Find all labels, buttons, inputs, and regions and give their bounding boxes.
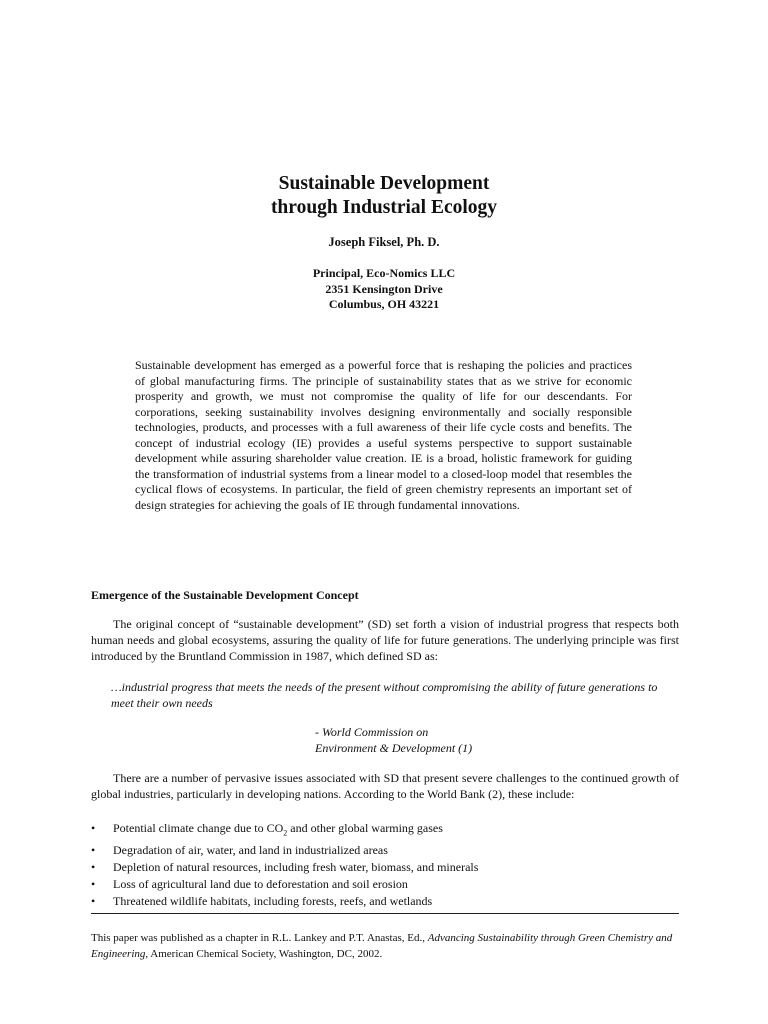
list-item xyxy=(91,842,681,859)
list-item-text: Degradation of air, water, and land in industrialized areas xyxy=(113,842,388,857)
affiliation-line-2: 2351 Kensington Drive xyxy=(325,281,443,296)
bullet-icon: • xyxy=(91,842,96,857)
attribution-line-2: Environment & Development (1) xyxy=(315,741,473,755)
list-item-text: Loss of agricultural land due to deforestation and soil erosion xyxy=(113,877,408,891)
title-line-2: through Industrial Ecology xyxy=(270,197,498,218)
block-quote: …industrial progress that meets the needs of the present without compromising the ability of future generations to meet their own needs xyxy=(111,680,658,710)
body-paragraph-1 xyxy=(91,616,679,664)
subscript-2: 2 xyxy=(283,828,288,838)
attribution-line-1: - World Commission on xyxy=(315,725,429,739)
footnote-prefix: This paper was published as a chapter in R.L. Lankey and P.T. Anastas, Ed., xyxy=(91,932,428,944)
affiliation-line-3: Columbus, OH 43221 xyxy=(328,297,440,311)
footnote-book-title: Advancing Sustainability through Green Chemistry and Engineering xyxy=(91,932,673,960)
bullet-icon: • xyxy=(91,821,96,835)
footnote-divider xyxy=(91,913,679,914)
issue-list xyxy=(91,820,681,910)
bullet-icon: • xyxy=(91,859,96,874)
author-name: Joseph Fiksel, Ph. D. xyxy=(328,235,440,249)
list-item xyxy=(91,876,681,893)
bullet-icon: • xyxy=(91,877,96,891)
paragraph-2-text: There are a number of pervasive issues associated with SD that present severe challenges to the continued growth of global industries, particularly in developing nations. According to the World Bank (2), these include: xyxy=(91,771,679,801)
title-line-1: Sustainable Development xyxy=(278,173,490,194)
paper-title xyxy=(0,172,768,220)
body-paragraph-2 xyxy=(91,770,679,802)
section-heading: Emergence of the Sustainable Development Concept xyxy=(91,588,359,602)
paragraph-1-text: The original concept of “sustainable development” (SD) set forth a vision of industrial progress that respects both human needs and global ecosystems, assuring the quality of life for future generations. The underlying principle was first introduced by the Bruntland Commission in 1987, which defined SD as: xyxy=(91,617,679,663)
list-item xyxy=(91,859,681,876)
list-item-text-end: and other global warming gases xyxy=(287,821,443,835)
list-item-text: Threatened wildlife habitats, including forests, reefs, and wetlands xyxy=(113,894,433,909)
quote-attribution xyxy=(315,724,472,756)
list-item-text-start: Potential climate change due to CO xyxy=(113,821,284,835)
footnote xyxy=(91,931,681,962)
list-item xyxy=(91,820,681,842)
affiliation-line-1: Principal, Eco-Nomics LLC xyxy=(312,266,456,280)
bullet-icon: • xyxy=(91,894,96,909)
footnote-suffix: , American Chemical Society, Washington, DC, 2002. xyxy=(145,947,383,960)
list-item-text: Depletion of natural resources, including fresh water, biomass, and minerals xyxy=(113,859,479,874)
list-item xyxy=(91,893,681,910)
author-affiliation xyxy=(0,266,768,313)
abstract-text: Sustainable development has emerged as a powerful force that is reshaping the policies and practices of global manufacturing firms. The principle of sustainability states that as we strive for economic prosperity and growth, we must not compromise the quality of life for our descendants. For corporations, seeking sustainability involves designing environmentally and socially responsible technologies, products, and processes with a full awareness of their life cycle costs and benefits. The concept of industrial ecology (IE) provides a useful systems perspective to support sustainable development while assuring shareholder value creation. IE is a broad, holistic framework for guiding the transformation of industrial systems from a linear model to a closed-loop model that resembles the cyclical flows of ecosystems. In particular, the field of green chemistry represents an important set of design strategies for achieving the goals of IE through fundamental innovations. xyxy=(135,358,632,512)
